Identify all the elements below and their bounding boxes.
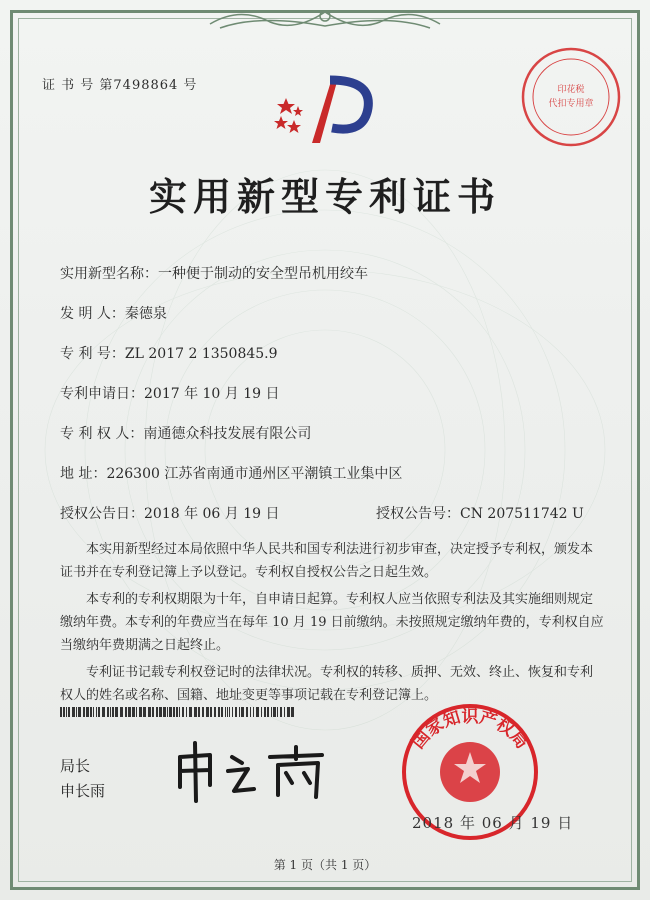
patent-number-label: 专 利 号：: [60, 346, 125, 362]
patentee-field: [60, 423, 311, 443]
body-paragraph-1: 本实用新型经过本局依照中华人民共和国专利法进行初步审查，决定授予专利权，颁发本证书并在专利登记簿上予以登记。专利权自授权公告之日起生效。: [60, 542, 594, 580]
top-ornament: [200, 4, 450, 34]
certificate-title: 实用新型专利证书: [148, 174, 501, 219]
inventor-label: 发 明 人：: [60, 306, 125, 322]
utility-model-name-field: [60, 263, 368, 283]
grant-number-value: CN 207511742 U: [460, 506, 584, 522]
address-field: [60, 463, 402, 483]
grant-date-label: 授权公告日：: [60, 506, 144, 522]
tax-stamp: [518, 44, 624, 150]
director-title: 局长: [60, 757, 91, 775]
inventor-value: 秦德泉: [124, 306, 167, 322]
barcode: [60, 707, 295, 717]
grant-date-field: [60, 503, 280, 523]
grant-date-value: 2018 年 06 月 19 日: [144, 506, 280, 522]
patentee-value: 南通德众科技发展有限公司: [143, 426, 312, 442]
certificate-number: 证 书 号 第7498864 号: [42, 78, 198, 93]
patentee-label: 专 利 权 人：: [60, 426, 144, 442]
body-paragraph-2: 本专利的专利权期限为十年，自申请日起算。专利权人应当依照专利法及其实施细则规定缴纳年费。本专利的年费应当在每年 10 月 19 日前缴纳。未按照规定缴纳年费的，专利权自应当缴纳年费期满之日起终止。: [60, 592, 604, 653]
address-label: 地 址：: [60, 466, 107, 482]
patent-number-value: ZL 2017 2 1350845.9: [124, 346, 278, 362]
director-signature: [170, 735, 340, 805]
page-number: 第 1 页（共 1 页）: [273, 858, 377, 872]
certificate-body: [60, 538, 605, 711]
utility-model-name-label: 实用新型名称：: [60, 266, 158, 282]
svg-text:代扣专用章: 代扣专用章: [548, 99, 594, 109]
filing-date-field: [60, 383, 280, 403]
grant-number-field: [376, 503, 584, 523]
utility-model-name-value: 一种便于制动的安全型吊机用绞车: [158, 266, 368, 282]
inventor-field: [60, 303, 167, 323]
seal-text: 国家知识产权局: [408, 707, 532, 753]
address-value: 226300 江苏省南通市通州区平潮镇工业集中区: [106, 466, 403, 482]
grant-number-label: 授权公告号：: [376, 506, 460, 522]
svg-text:印花税: 印花税: [557, 85, 585, 95]
filing-date-label: 专利申请日：: [60, 386, 144, 402]
patent-number-field: [60, 343, 278, 363]
filing-date-value: 2017 年 10 月 19 日: [144, 386, 280, 402]
body-paragraph-3: 专利证书记载专利权登记时的法律状况。专利权的转移、质押、无效、终止、恢复和专利权人的姓名或名称、国籍、地址变更等事项记载在专利登记簿上。: [60, 665, 594, 703]
seal-date: 2018 年 06 月 19 日: [412, 814, 574, 832]
director-name: 申长雨: [60, 782, 106, 800]
cnipa-logo: [272, 68, 382, 150]
